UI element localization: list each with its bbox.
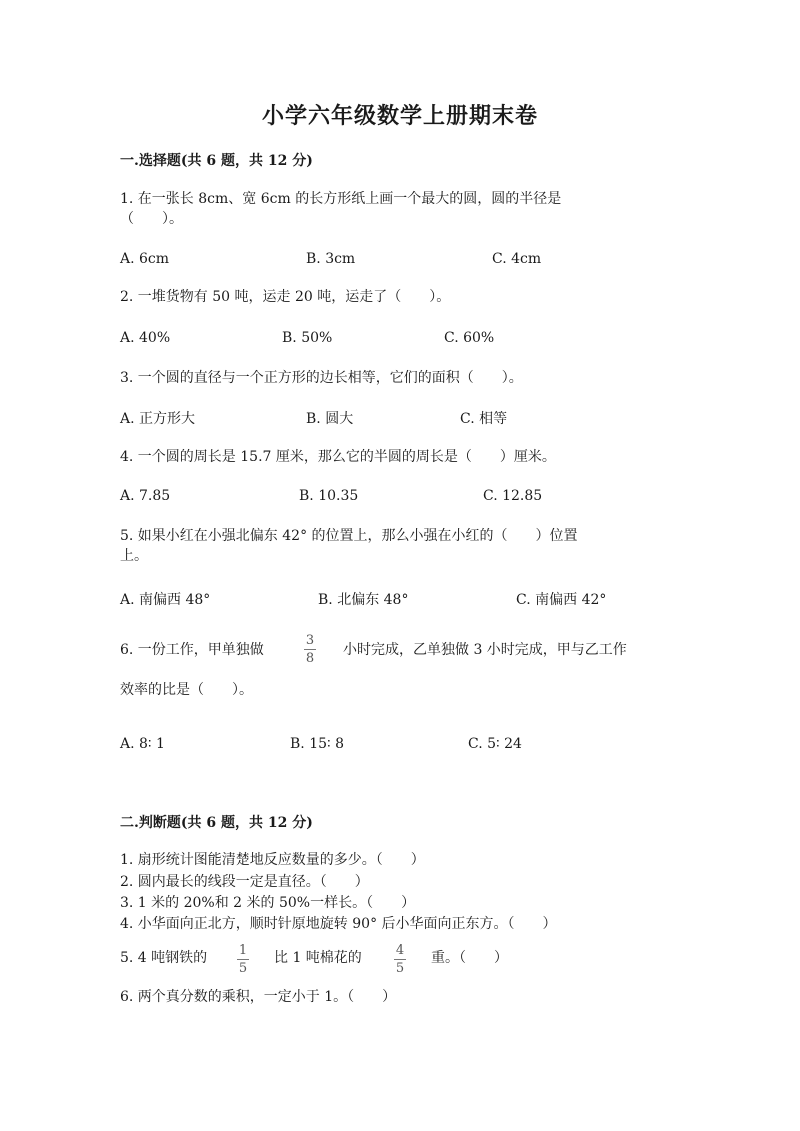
judgement-item-5-end: 重。（ ） xyxy=(431,950,508,966)
page-title: 小学六年级数学上册期末卷 xyxy=(261,103,538,129)
judgement-item-5-start: 5. 4 吨钢铁的 xyxy=(120,950,208,966)
judgement-item-1: 1. 扇形统计图能清楚地反应数量的多少。（ ） xyxy=(120,852,425,868)
fraction-denominator: 8 xyxy=(305,651,315,666)
question-3-option-b: B. 圆大 xyxy=(306,411,354,427)
question-4-option-c: C. 12.85 xyxy=(483,488,543,504)
question-5-option-a: A. 南偏西 48° xyxy=(120,592,211,608)
question-1-option-b: B. 3cm xyxy=(306,251,356,267)
fraction-denominator: 5 xyxy=(238,961,248,976)
question-6-option-c: C. 5∶ 24 xyxy=(468,736,522,752)
question-4-line-1: 4. 一个圆的周长是 15.7 厘米，那么它的半圆的周长是（ ）厘米。 xyxy=(120,449,556,465)
fraction-numerator: 3 xyxy=(305,633,315,648)
question-6-option-a: A. 8∶ 1 xyxy=(120,736,165,752)
judgement-item-2: 2. 圆内最长的线段一定是直径。（ ） xyxy=(120,874,369,890)
question-3-option-a: A. 正方形大 xyxy=(120,411,196,427)
question-5-option-b: B. 北偏东 48° xyxy=(318,592,409,608)
judgement-item-3: 3. 1 米的 20%和 2 米的 50%一样长。（ ） xyxy=(120,895,416,911)
fraction-bar xyxy=(237,959,249,960)
question-6-line-1-end: 小时完成，乙单独做 3 小时完成，甲与乙工作 xyxy=(343,642,627,658)
question-2-option-a: A. 40% xyxy=(120,330,171,346)
question-5-option-c: C. 南偏西 42° xyxy=(516,592,607,608)
question-5-line-1: 5. 如果小红在小强北偏东 42° 的位置上，那么小强在小红的（ ）位置 xyxy=(120,528,578,544)
question-2-option-b: B. 50% xyxy=(282,330,333,346)
fraction-four-fifths xyxy=(394,943,406,976)
question-6-option-b: B. 15∶ 8 xyxy=(290,736,345,752)
question-3-option-c: C. 相等 xyxy=(460,411,508,427)
question-1-option-c: C. 4cm xyxy=(492,251,542,267)
section-heading-judgement: 二.判断题(共 6 题，共 12 分) xyxy=(120,815,313,831)
fraction-one-fifth xyxy=(237,943,249,976)
question-6-line-1-start: 6. 一份工作，甲单独做 xyxy=(120,642,264,658)
fraction-three-eighths xyxy=(304,633,316,666)
judgement-item-5-middle: 比 1 吨棉花的 xyxy=(274,950,362,966)
fraction-numerator: 4 xyxy=(395,943,405,958)
judgement-item-4: 4. 小华面向正北方，顺时针原地旋转 90° 后小华面向正东方。（ ） xyxy=(120,916,557,932)
question-2-line-1: 2. 一堆货物有 50 吨，运走 20 吨，运走了（ ）。 xyxy=(120,289,451,305)
question-3-line-1: 3. 一个圆的直径与一个正方形的边长相等，它们的面积（ ）。 xyxy=(120,370,523,386)
judgement-item-6: 6. 两个真分数的乘积，一定小于 1。（ ） xyxy=(120,989,397,1005)
question-5-line-2: 上。 xyxy=(120,548,148,564)
fraction-denominator: 5 xyxy=(395,961,405,976)
fraction-bar xyxy=(304,649,316,650)
question-4-option-a: A. 7.85 xyxy=(120,488,171,504)
question-4-option-b: B. 10.35 xyxy=(299,488,359,504)
question-1-line-1: 1. 在一张长 8cm、宽 6cm 的长方形纸上画一个最大的圆，圆的半径是 xyxy=(120,191,562,207)
question-1-option-a: A. 6cm xyxy=(120,251,170,267)
question-6-line-2: 效率的比是（ ）。 xyxy=(120,682,253,698)
fraction-bar xyxy=(394,959,406,960)
question-2-option-c: C. 60% xyxy=(444,330,495,346)
fraction-numerator: 1 xyxy=(238,943,248,958)
question-1-line-2: （ ）。 xyxy=(120,211,183,227)
section-heading-choice: 一.选择题(共 6 题，共 12 分) xyxy=(120,153,313,169)
